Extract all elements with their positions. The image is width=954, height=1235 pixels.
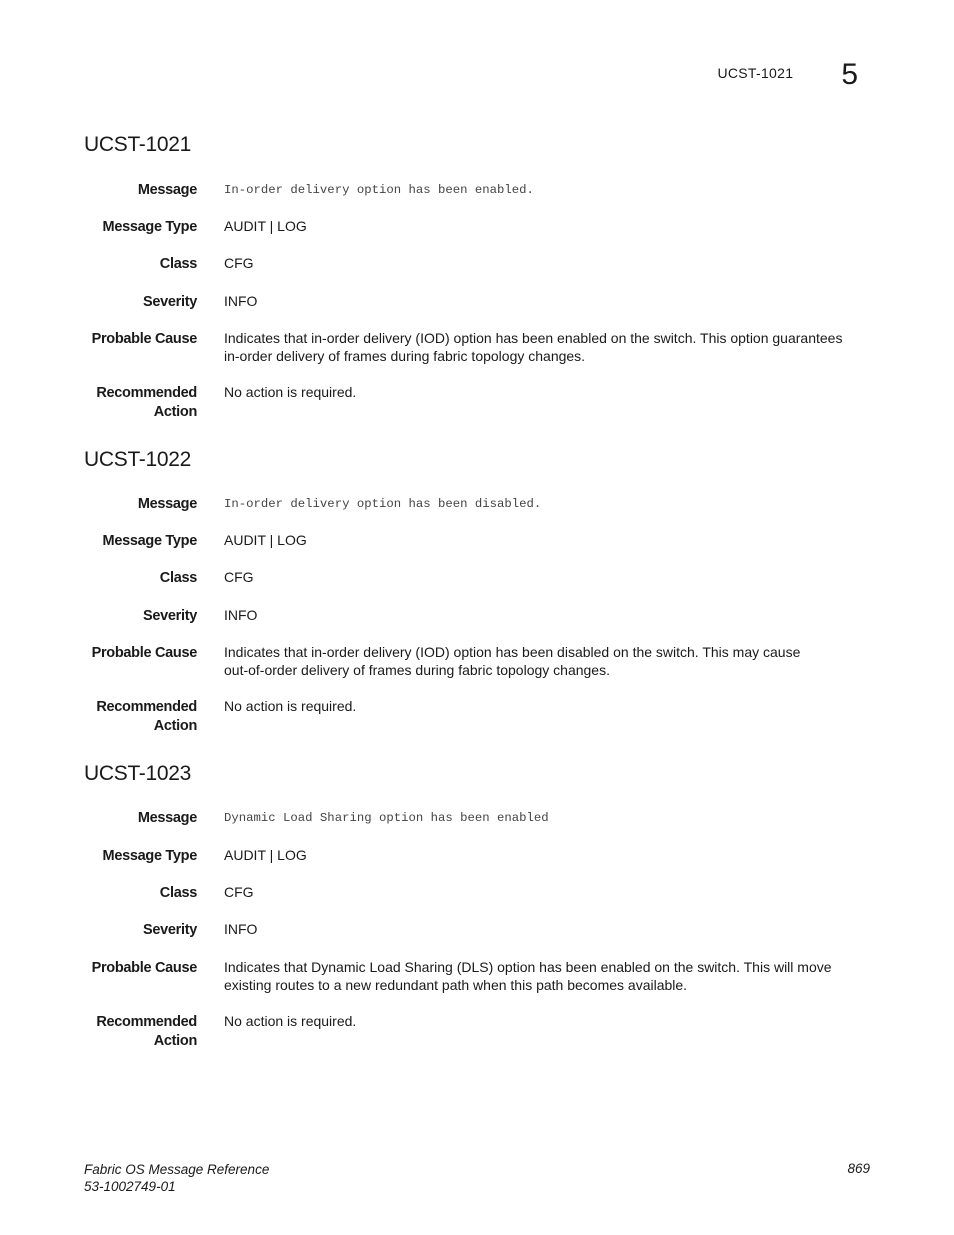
message-type-label: Message Type bbox=[102, 533, 197, 549]
message-type-label: Message Type bbox=[102, 219, 197, 235]
message-section-ucst-1023 bbox=[84, 762, 864, 1049]
probable-cause-label: Probable Cause bbox=[91, 960, 197, 976]
probable-cause-line: Indicates that in-order delivery (IOD) option has been disabled on the switch. This may cause bbox=[224, 644, 801, 660]
document-number: 53-1002749-01 bbox=[84, 1179, 176, 1194]
message-section-ucst-1021 bbox=[84, 133, 864, 420]
probable-cause-value bbox=[224, 959, 864, 994]
message-value: Dynamic Load Sharing option has been enabled bbox=[224, 811, 549, 825]
recommended-label-line: Recommended bbox=[96, 385, 197, 401]
message-type-label: Message Type bbox=[102, 848, 197, 864]
class-value: CFG bbox=[224, 569, 254, 585]
message-type-value: AUDIT | LOG bbox=[224, 532, 307, 548]
class-value: CFG bbox=[224, 255, 254, 271]
section-title: UCST-1021 bbox=[84, 133, 192, 156]
recommended-label-line: Recommended bbox=[96, 699, 197, 715]
probable-cause-value bbox=[224, 644, 864, 679]
severity-label: Severity bbox=[142, 922, 197, 938]
message-type-value: AUDIT | LOG bbox=[224, 847, 307, 863]
document-title: Fabric OS Message Reference bbox=[84, 1162, 270, 1177]
action-label-line: Action bbox=[153, 404, 197, 420]
recommended-action-label bbox=[84, 1013, 197, 1051]
class-label: Class bbox=[159, 885, 197, 901]
message-section-ucst-1022 bbox=[84, 448, 864, 734]
probable-cause-line: out-of-order delivery of frames during fabric topology changes. bbox=[224, 661, 610, 678]
class-label: Class bbox=[159, 570, 197, 586]
severity-value: INFO bbox=[224, 293, 258, 309]
running-title: UCST-1021 bbox=[717, 65, 794, 81]
message-value: In-order delivery option has been disabled. bbox=[224, 497, 542, 511]
page-number: 869 bbox=[847, 1161, 870, 1176]
section-title: UCST-1022 bbox=[84, 448, 192, 471]
probable-cause-line: Indicates that in-order delivery (IOD) option has been enabled on the switch. This option guarantees bbox=[224, 330, 843, 346]
recommended-action-value: No action is required. bbox=[224, 384, 357, 400]
recommended-action-label bbox=[84, 384, 197, 422]
probable-cause-value bbox=[224, 330, 864, 365]
recommended-action-value: No action is required. bbox=[224, 698, 357, 714]
recommended-action-label bbox=[84, 698, 197, 736]
document-info bbox=[84, 1161, 269, 1195]
probable-cause-line: Indicates that Dynamic Load Sharing (DLS) option has been enabled on the switch. This will move bbox=[224, 959, 832, 975]
probable-cause-line: existing routes to a new redundant path when this path becomes available. bbox=[224, 976, 688, 993]
class-value: CFG bbox=[224, 884, 254, 900]
severity-value: INFO bbox=[224, 607, 258, 623]
message-label: Message bbox=[137, 182, 197, 198]
message-value: In-order delivery option has been enabled. bbox=[224, 183, 534, 197]
action-label-line: Action bbox=[153, 718, 197, 734]
message-type-value: AUDIT | LOG bbox=[224, 218, 307, 234]
recommended-action-value: No action is required. bbox=[224, 1013, 357, 1029]
severity-value: INFO bbox=[224, 921, 258, 937]
probable-cause-label: Probable Cause bbox=[91, 331, 197, 347]
action-label-line: Action bbox=[153, 1033, 197, 1049]
class-label: Class bbox=[159, 256, 197, 272]
running-header bbox=[717, 58, 858, 92]
message-label: Message bbox=[137, 496, 197, 512]
chapter-number: 5 bbox=[841, 58, 858, 91]
section-title: UCST-1023 bbox=[84, 762, 192, 785]
severity-label: Severity bbox=[142, 294, 197, 310]
recommended-label-line: Recommended bbox=[96, 1014, 197, 1030]
probable-cause-label: Probable Cause bbox=[91, 645, 197, 661]
severity-label: Severity bbox=[142, 608, 197, 624]
probable-cause-line: in-order delivery of frames during fabric topology changes. bbox=[224, 347, 586, 364]
message-label: Message bbox=[137, 810, 197, 826]
